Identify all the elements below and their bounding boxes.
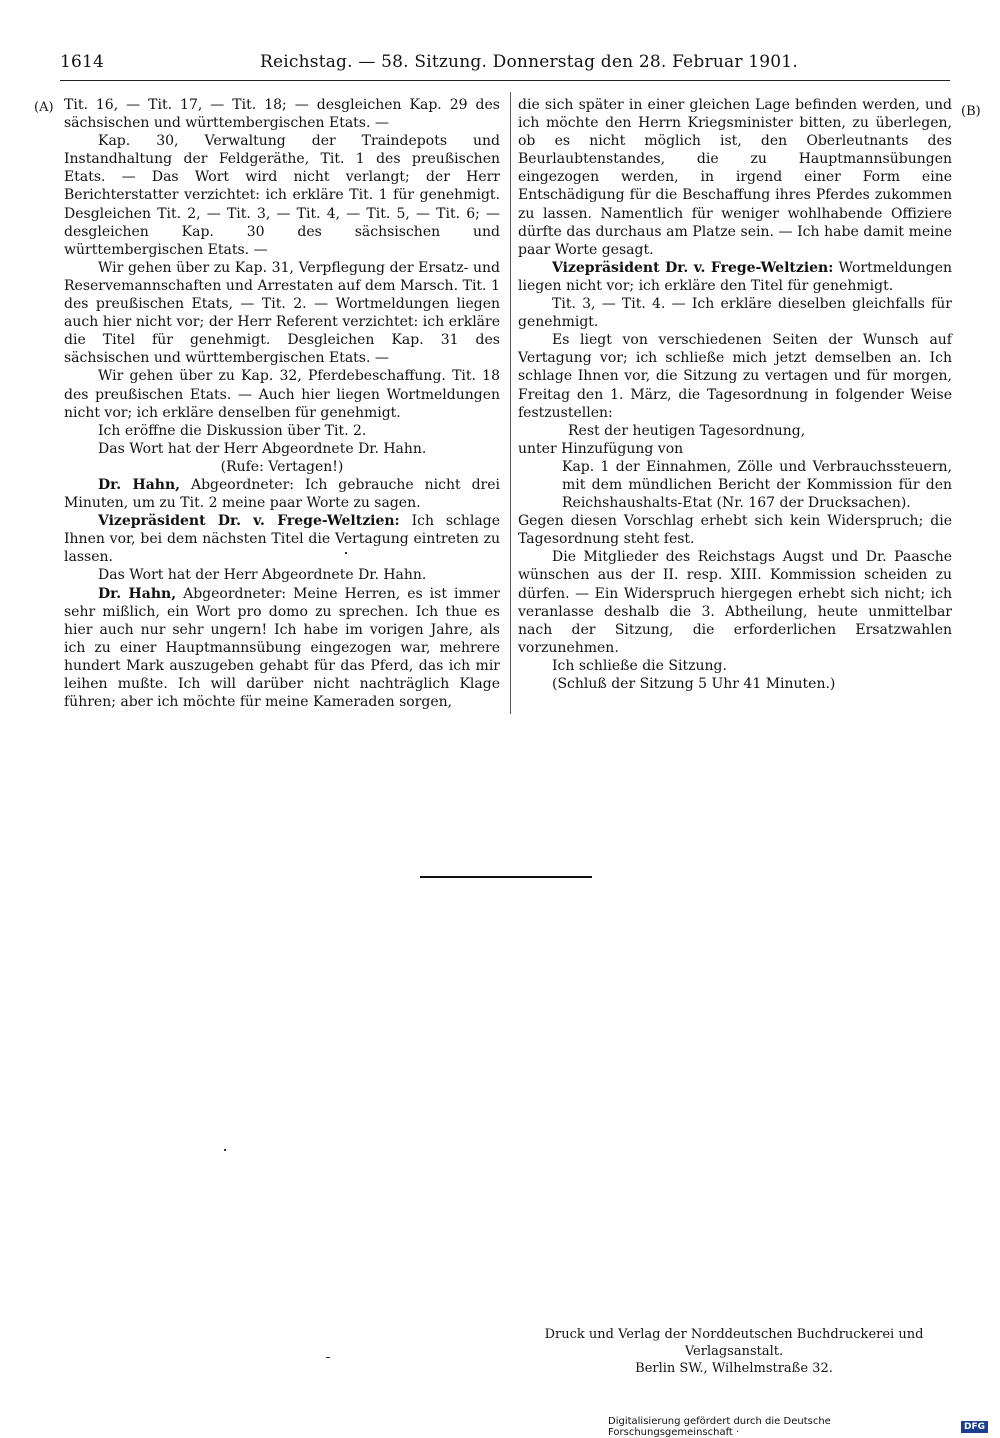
paragraph: Das Wort hat der Herr Abgeordnete Dr. Hahn. bbox=[98, 567, 427, 584]
speech-paragraph bbox=[64, 512, 500, 566]
paragraph: Wir gehen über zu Kap. 32, Pferdebeschaffung. Tit. 18 des preußischen Etats. — Auch hier liegen Wortmeldungen nicht vor; ich erkläre denselben für genehmigt. bbox=[64, 368, 500, 421]
speech-text: Abgeordneter: Ich gebrauche nicht drei Minuten, um zu Tit. 2 meine paar Worte zu sagen. bbox=[64, 476, 500, 512]
margin-mark-a: (A) bbox=[34, 100, 54, 115]
print-speck bbox=[326, 1357, 330, 1358]
credit-text: Digitalisierung gefördert durch die Deutsche Forschungsgemeinschaft · bbox=[608, 1416, 831, 1438]
speaker-name: Vizepräsident Dr. v. Frege-Weltzien: bbox=[98, 513, 400, 530]
column-divider bbox=[510, 92, 511, 714]
imprint-line: Berlin SW., Wilhelmstraße 32. bbox=[635, 1361, 833, 1376]
speech-text: Abgeordneter: Meine Herren, es ist immer sehr mißlich, ein Wort pro domo zu sprechen. Ich thue es hier auch nur sehr ungern! Ich habe im vorigen Jahre, als ich zu einer Hauptmannsübung eingezogen war, mehrere hundert Mark auszugeben gehabt für das Pferd, das ich mir leihen mußte. Ich will darüber nicht nachträglich Klage führen; aber ich möchte für meine Kameraden sorgen, bbox=[64, 585, 500, 711]
agenda-item: Rest der heutigen Tagesordnung, bbox=[568, 422, 806, 439]
dfg-logo-icon: DFG bbox=[961, 1421, 988, 1433]
speech-paragraph bbox=[518, 259, 952, 295]
paragraph: Kap. 30, Verwaltung der Traindepots und Instandhaltung der Feldgeräthe, Tit. 1 des preußischen Etats. — Das Wort wird nicht verlangt; der Herr Berichterstatter verzichtet: ich erkläre Tit. 1 für genehmigt. Desgleichen Tit. 2, — Tit. 3, — Tit. 4, — Tit. 5, — Tit. 6; — desgleichen Kap. 30 des sächsischen und württembergischen Etats. — bbox=[64, 133, 500, 258]
speech-paragraph bbox=[64, 585, 500, 712]
paragraph: Tit. 3, — Tit. 4. — Ich erkläre dieselben gleichfalls für genehmigt. bbox=[518, 296, 952, 331]
paragraph: Ich eröffne die Diskussion über Tit. 2. bbox=[98, 422, 367, 439]
print-speck bbox=[345, 552, 347, 554]
agenda-item: Kap. 1 der Einnahmen, Zölle und Verbrauchssteuern, mit dem mündlichen Bericht der Kommission für den Reichshaushalts-Etat (Nr. 167 der Drucksachen). bbox=[562, 458, 952, 512]
paragraph: unter Hinzufügung von bbox=[518, 440, 684, 457]
paragraph: Tit. 16, — Tit. 17, — Tit. 18; — desgleichen Kap. 29 des sächsischen und württembergischen Etats. — bbox=[64, 97, 500, 132]
paragraph: Es liegt von verschiedenen Seiten der Wunsch auf Vertagung vor; ich schließe mich jetzt demselben an. Ich schlage Ihnen vor, die Sitzung zu vertagen und für morgen, Freitag den 1. März, die Tagesordnung in folgender Weise festzustellen: bbox=[518, 332, 952, 421]
speech-paragraph bbox=[64, 476, 500, 512]
closing-note: (Schluß der Sitzung 5 Uhr 41 Minuten.) bbox=[552, 676, 836, 692]
interjection: (Rufe: Vertagen!) bbox=[220, 458, 344, 475]
speech-text: Wortmeldungen liegen nicht vor; ich erkläre den Titel für genehmigt. bbox=[518, 259, 952, 294]
header-rule bbox=[60, 80, 950, 81]
digitization-credit bbox=[608, 1416, 988, 1438]
margin-mark-b: (B) bbox=[961, 104, 981, 119]
page-number: 1614 bbox=[60, 52, 105, 72]
running-title: Reichstag. — 58. Sitzung. Donnerstag den 28. Februar 1901. bbox=[260, 52, 798, 72]
imprint bbox=[514, 1326, 954, 1377]
paragraph: Die Mitglieder des Reichstags Augst und Dr. Paasche wünschen aus der II. resp. XIII. Kommission scheiden zu dürfen. — Ein Widerspruch hiergegen erhebt sich nicht; ich veranlasse deshalb die 3. Abtheilung, heute unmittelbar nach der Sitzung, die erforderlichen Ersatzwahlen vorzunehmen. bbox=[518, 549, 952, 656]
page-header bbox=[60, 52, 950, 78]
paragraph: die sich später in einer gleichen Lage befinden werden, und ich möchte den Herrn Kriegsminister bitten, zu überlegen, ob es nicht möglich ist, den Oberleutnants des Beurlaubtenstandes, die zu Hauptmannsübungen eingezogen werden, in irgend einer Form eine Entschädigung für die Beschaffung ihres Pferdes zukommen zu lassen. Namentlich für weniger wohlhabende Offiziere dürfte das durchaus am Platze sein. — Ich habe damit meine paar Worte gesagt. bbox=[518, 97, 952, 258]
paragraph: Ich schließe die Sitzung. bbox=[552, 657, 727, 674]
paragraph: Das Wort hat der Herr Abgeordnete Dr. Hahn. bbox=[98, 440, 427, 457]
left-column bbox=[64, 96, 500, 711]
speaker-name: Dr. Hahn, bbox=[98, 476, 181, 493]
imprint-line: Druck und Verlag der Norddeutschen Buchdruckerei und Verlagsanstalt. bbox=[544, 1327, 924, 1359]
end-rule bbox=[420, 876, 592, 878]
speaker-name: Dr. Hahn, bbox=[98, 585, 177, 602]
speaker-name: Vizepräsident Dr. v. Frege-Weltzien: bbox=[552, 259, 834, 276]
paragraph: Wir gehen über zu Kap. 31, Verpflegung der Ersatz- und Reservemannschaften und Arrestaten auf dem Marsch. Tit. 1 des preußischen Etats, — Tit. 2. — Wortmeldungen liegen auch hier nicht vor; der Herr Referent verzichtet: ich erkläre die Titel für genehmigt. Desgleichen Kap. 31 des sächsischen und württembergischen Etats. — bbox=[64, 259, 500, 367]
print-speck bbox=[224, 1149, 226, 1151]
paragraph: Gegen diesen Vorschlag erhebt sich kein Widerspruch; die Tagesordnung steht fest. bbox=[518, 513, 952, 548]
speech-text: Ich schlage Ihnen vor, bei dem nächsten Titel die Vertagung eintreten zu lassen. bbox=[64, 513, 500, 566]
right-column bbox=[518, 96, 952, 693]
